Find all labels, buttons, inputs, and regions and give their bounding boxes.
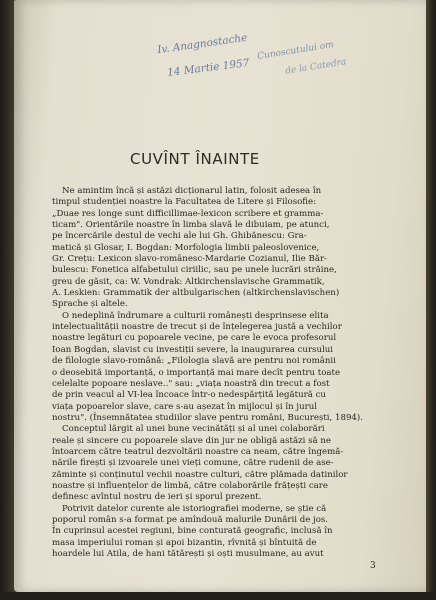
body-text <box>52 186 404 560</box>
page-edge <box>426 0 436 600</box>
handwritten-line: Cunoscutului om <box>256 40 335 62</box>
handwritten-date: 14 Martie 1957 <box>166 57 251 79</box>
paragraph: Ne amintim încă și astăzi dicționarul latin, folosit adesea în timpul studenției noastre la Facultatea de Litere și Filosofie: „Duae res longe sunt difficillimae-lexicon scribere et gramma- ticam". Orientările noastre în limba slavă le dibuiam, pe atunci, pe încercările destul de vechi ale lui Gh. Ghibănescu: Gra- matică și Glosar, I. Bogdan: Morfologia limbii paleoslovenice, Gr. Crețu: Lexicon slavo-românesc-Mardarie Cozianul, Ilie Băr- bulescu: Fonetica alfabetului ciriilic, sau pe unele lucrări străine, greu de găsit, ca: W. Vondrak: Altkirchenslavische Grammatik, A. Leskien: Grammatik der altbulgarischen (altkirchenslavischen) Sprache și altele. <box>52 186 340 310</box>
page-number: 3 <box>370 561 376 571</box>
paragraph: Conceptul lărgit al unei bune vecinătăți și al unei colaborări reale și sincere cu popoarele slave din jur ne obligă astăzi să ne întoarcem către teatrul dezvoltării noastre ca neam, către îngemă- nările firești și izvoarele unei vieți comune, către rudenii de ase- zăminte și conținutul vechii noastre culturi, către plămada datinilor noastre și influențelor de limbă, către colaborările frățești care definesc avîntul nostru de ieri și sporul prezent. <box>52 424 348 503</box>
paragraph: O nedeplină îndrumare a culturii românești desprinsese elita intelectualității noastre de trecut și de înțelegerea justă a vechilor noastre legături cu popoarele vecine, pe care le evoca profesorul Ioan Bogdan, slavist cu investiții severe, la inaugurarea cursului de filologie slavo-română: „Filologia slavă are pentru noi românii o deosebită importanță, o importanță mai mare decît pentru toate celelalte popoare neslave.." sau: „viața noastră din trecut a fost de prin veacul al VI-lea încoace într-o nedespărțită legătură cu viața popoarelor slave, care s-au așezat în mijlocul și în jurul nostru". (Însemnătatea studiilor slave pentru români, București, 1894). <box>52 310 363 423</box>
bottom-edge <box>0 592 436 600</box>
chapter-title: CUVÎNT ÎNAINTE <box>130 150 260 168</box>
handwritten-line: de la Catedra <box>284 57 348 77</box>
handwritten-line: Iv. Anagnostache <box>156 31 249 57</box>
handwritten-dedication <box>145 6 385 101</box>
paragraph: Potrivit datelor curente ale istoriografiei moderne, se știe că poporul român s-a format pe amîndouă malurile Dunării de jos. În cuprinsul acestei regiuni, bine conturată geografic, inclusă în masa imperiului roman și apoi bizantin, rîvnită și bîntuită de hoardele lui Atila, de hani tătărești și oști musulmane, au avut <box>52 503 333 559</box>
